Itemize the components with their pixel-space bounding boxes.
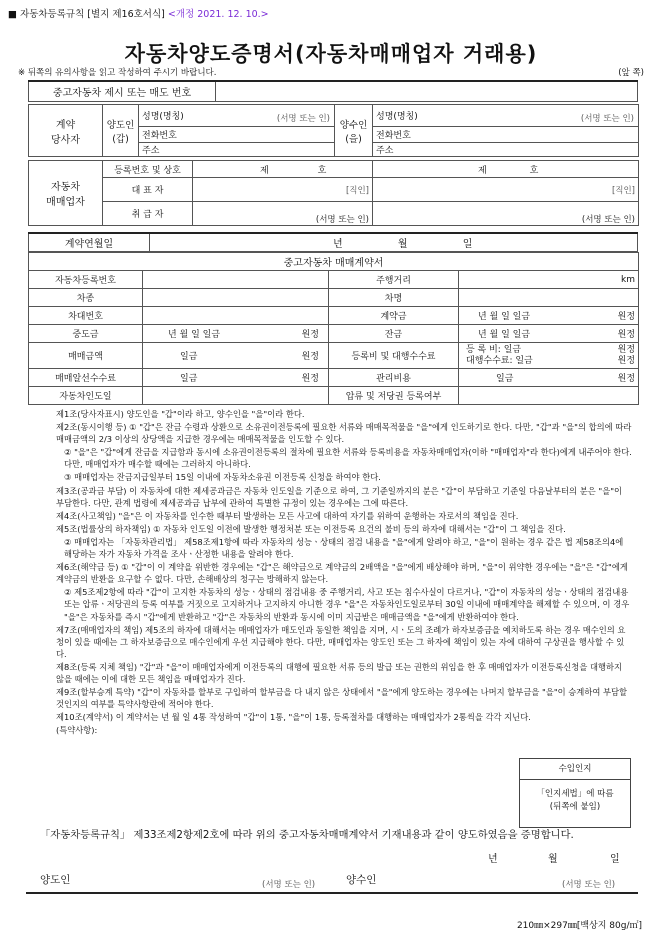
agency-fee-won: 원정 [617, 355, 636, 366]
dealer-rep-label: 대 표 자 [103, 178, 193, 202]
buyer-phone-field[interactable] [373, 127, 639, 143]
term-4: 제4조(사고책임) "을"은 이 자동차를 인수한 때부터 발생하는 모든 사고에 대하여 자기를 위하여 운행하는 자로서의 책임을 진다. [56, 510, 519, 521]
reg-no-field[interactable] [143, 271, 329, 289]
bottom-buyer-label: 양수인 [346, 874, 377, 886]
sale-title: 중고자동차 매매계약서 [29, 253, 639, 271]
balance-won: 원정 [617, 330, 636, 340]
buyer-name-label: 성명(명칭) [376, 112, 418, 122]
dealer-seal-2: [직인] [611, 185, 635, 196]
dealer-agent-sign-2: (서명 또는 인) [581, 215, 635, 225]
term-2-2: ② "을"은 "갑"에게 잔금을 지급함과 동시에 소유권이전등록의 절차에 필요한 서류와 등록비용을 자동차매매업자(이하 "매매업자"라 한다)에게 내주어야 한다. 다만, 매매업자가 매수할 때에는 그러하지 아니하다. [64, 447, 632, 470]
header-revision: <개정 2021. 12. 10.> [167, 9, 269, 20]
price-field[interactable] [143, 343, 329, 369]
broker-fee-ilgeum: 일금 [180, 374, 198, 384]
term-10: 제10조(계약서) 이 계약서는 년 월 일 4통 작성하여 "갑"이 1통, "을"이 1통, 등록절차를 대행하는 매매업자가 2통씩을 각각 지닌다. [56, 712, 531, 723]
price-label: 매매금액 [29, 343, 143, 369]
reg-no-label: 자동차등록번호 [29, 271, 143, 289]
cert-month: 월 [548, 854, 558, 865]
middle-payment-date: 년 월 일 일금 [168, 330, 221, 340]
stamp-line-2: (뒤쪽에 붙임) [549, 802, 601, 812]
form-header [8, 6, 269, 20]
dealer-reg-field-2[interactable] [373, 161, 639, 178]
car-name-field[interactable] [459, 289, 639, 307]
fees-field[interactable] [459, 343, 639, 369]
vehicle-no-field[interactable] [216, 81, 638, 101]
dealer-label: 자동차 매매업자 [29, 161, 103, 226]
dealer-ho-2: 호 [529, 165, 539, 176]
buyer-address-label: 주소 [376, 146, 394, 156]
lien-field[interactable] [459, 387, 639, 405]
term-7: 제7조(매매업자의 책임) 제5조의 하자에 대해서는 매매업자가 매도인과 동일한 책임을 지며, 시ㆍ도의 조례가 하자보증금을 예치하도록 하는 경우 매수인의 요청이 있을 때에는 그 하자보증금으로 매수인에게 우선 지급해야 한다. 다만, 매매업자는 양도인 또는 그 하자에 책임이 있는 자에 대하여 구상권을 행사할 수 있다. [56, 624, 626, 659]
contract-date-label: 계약연월일 [29, 233, 150, 251]
car-type-label: 차종 [29, 289, 143, 307]
term-3: 제3조(공과금 부담) 이 자동차에 대한 제세공과금은 자동차 인도일을 기준으로 하여, 그 기준일까지의 분은 "갑"이 부담하고 기준일 다음날부터의 분은 "을"이 부담한다. 다만, 관계 법령에 제세공과금 납부에 관하여 특별한 규정이 있는 경우에는 그에 따른다. [56, 485, 623, 508]
dealer-agent-label: 취 급 자 [103, 202, 193, 226]
page-side-label: (앞 쪽) [618, 68, 644, 78]
header-marker: ■ [8, 9, 17, 20]
broker-fee-won: 원정 [301, 374, 319, 384]
broker-fee-label: 매매알선수수료 [29, 369, 143, 387]
buyer-phone-label: 전화번호 [376, 131, 411, 141]
paper-spec: 210㎜×297㎜[백상지 80g/㎡] [516, 921, 642, 931]
contract-terms [56, 408, 632, 737]
dealer-reg-field-1[interactable] [193, 161, 373, 178]
seller-name-label: 성명(명칭) [142, 112, 184, 122]
mgmt-fee-won: 원정 [617, 374, 636, 384]
term-5-2: ② 매매업자는 「자동차관리법」 제58조제1항에 따라 자동차의 성능ㆍ상태의 점검 내용을 "을"에게 알려야 하고, "을"이 원하는 경우 같은 법 제58조의4에 해당하는 자가 자동차 가격을 조사ㆍ산정한 내용을 알려야 한다. [64, 536, 624, 560]
price-won: 원정 [301, 352, 319, 362]
dealer-agent-field-2[interactable] [373, 202, 639, 226]
cert-year: 년 [488, 854, 498, 865]
delivery-date-label: 자동차인도일 [29, 387, 143, 405]
parties-table [28, 104, 639, 157]
term-1: 제1조(당사자표시) 양도인을 "갑"이라 하고, 양수인을 "을"이라 한다. [56, 409, 305, 419]
reg-fee-won: 원정 [617, 344, 636, 355]
dealer-table [28, 160, 639, 226]
term-8: 제8조(등록 지체 책임) "갑"과 "을"이 매매업자에게 이전등록의 대행에 필요한 서류 등의 발급 또는 권한의 위임을 한 후 매매업자가 이전등록신청을 대행하지 않을 때에는 이에 대한 모든 책임을 매매업자가 진다. [56, 661, 623, 684]
balance-date: 년 월 일 일금 [478, 330, 531, 340]
vin-label: 차대번호 [29, 307, 143, 325]
reg-fee-label: 등 록 비: 일금 [466, 344, 522, 355]
middle-payment-won: 원정 [301, 330, 319, 340]
bottom-buyer-sign[interactable]: (서명 또는 인) [562, 880, 616, 890]
dealer-agent-field-1[interactable] [193, 202, 373, 226]
vin-field[interactable] [143, 307, 329, 325]
middle-payment-field[interactable] [143, 325, 329, 343]
contract-amount-field[interactable] [459, 307, 639, 325]
price-ilgeum: 일금 [180, 352, 198, 362]
agency-fee-label: 대행수수료: 일금 [466, 355, 533, 366]
delivery-date-field[interactable] [143, 387, 329, 405]
vehicle-no-label: 중고자동차 제시 또는 매도 번호 [29, 81, 216, 101]
mileage-unit: km [621, 274, 636, 285]
buyer-address-field[interactable] [373, 143, 639, 157]
dealer-ho-1: 호 [317, 165, 327, 176]
contract-date-field[interactable] [150, 233, 638, 251]
contract-date-table [28, 232, 638, 252]
middle-payment-label: 중도금 [29, 325, 143, 343]
seller-phone-field[interactable] [139, 127, 335, 143]
dealer-je-1: 제 [260, 165, 269, 176]
vehicle-no-table [28, 80, 638, 102]
mileage-label: 주행거리 [329, 271, 459, 289]
mgmt-fee-field[interactable] [459, 369, 639, 387]
dealer-seal-1: [직인] [345, 185, 369, 196]
mgmt-fee-label: 관리비용 [329, 369, 459, 387]
mgmt-fee-ilgeum: 일금 [496, 374, 514, 384]
header-law: 자동차등록규칙 [별지 제16호서식] [20, 9, 165, 20]
contract-month: 월 [397, 238, 408, 250]
car-name-label: 차명 [329, 289, 459, 307]
contract-amount-label: 계약금 [329, 307, 459, 325]
notice-text: ※ 뒤쪽의 유의사항을 읽고 작성하여 주시기 바랍니다. [18, 68, 217, 78]
fees-label: 등록비 및 대행수수료 [329, 343, 459, 369]
seller-sign: (서명 또는 인) [276, 114, 330, 124]
certification-text: 「자동차등록규칙」 제33조제2항제2호에 따라 위의 중고자동차매매계약서 기재내용과 같이 양도하였음을 증명합니다. [40, 829, 574, 841]
seller-address-label: 주소 [142, 146, 160, 156]
dealer-rep-field-1[interactable] [193, 178, 373, 202]
buyer-name-field[interactable] [373, 105, 639, 127]
term-5: 제5조(법률상의 하자책임) ① 자동차 인도일 이전에 발생한 행정처분 또는 이전등록 요건의 불비 등의 하자에 대해서는 "갑"이 그 책임을 진다. [56, 523, 566, 534]
term-2: 제2조(동시이행 등) ① "갑"은 잔금 수령과 상환으로 소유권이전등록에 필요한 서류와 매매목적물을 "을"에게 인도하기로 한다. 다만, "갑"과 "을"의 합의에 따라 매매금액의 2/3 이상의 상당액을 지급한 경우에는 매매목적물을 인도할 수 있다. [56, 422, 632, 445]
bottom-seller-label: 양도인 [40, 874, 71, 886]
term-6-2: ② 제5조제2항에 따라 "갑"이 고지한 자동차의 성능ㆍ상태의 점검내용 중 주행거리, 사고 또는 침수사실이 다르거나, "갑"이 자동차의 성능ㆍ상태의 점검내용 또는 압류ㆍ저당권의 등록 여부를 거짓으로 고지하거나 고지하지 아니한 경우 "을"은 자동차인도일로부터 30일 이내에 매매계약을 해제할 수 있으며, 이 경우 "을"은 자동차를 즉시 "갑"에게 반환하고 "갑"은 자동차의 반환과 동시에 이미 지급받은 매매금액을 "을"에게 반환하여야 한다. [64, 587, 630, 622]
bottom-seller-sign[interactable]: (서명 또는 인) [262, 880, 316, 890]
seller-phone-label: 전화번호 [142, 131, 177, 141]
contract-amount-won: 원정 [617, 312, 636, 322]
special-terms-label: (특약사항): [56, 725, 98, 736]
stamp-line-1: 「인지세법」에 따름 [536, 789, 614, 799]
seller-name-field[interactable] [139, 105, 335, 127]
contract-year: 년 [333, 238, 343, 250]
stamp-title: 수입인지 [520, 759, 630, 780]
balance-field[interactable] [459, 325, 639, 343]
dealer-reg-label: 등록번호 및 상호 [103, 161, 193, 178]
term-2-3: ③ 매매업자는 잔금지급일부터 15일 이내에 자동차소유권 이전등록 신청을 하여야 한다. [64, 472, 381, 483]
term-6: 제6조(해약금 등) ① "갑"이 이 계약을 위반한 경우에는 "갑"은 해약금으로 계약금의 2배액을 "을"에게 배상해야 하며, "을"이 위약한 경우에는 "을"은 "갑"에게 계약금의 반환을 요구할 수 없다. 다만, 손해배상의 청구는 방해하지 않는다. [56, 562, 628, 585]
revenue-stamp-box [519, 758, 631, 828]
contract-day: 일 [462, 238, 473, 250]
buyer-sign: (서명 또는 인) [580, 114, 634, 124]
dealer-rep-field-2[interactable] [373, 178, 639, 202]
sale-table [28, 252, 639, 405]
dealer-agent-sign-1: (서명 또는 인) [315, 215, 369, 225]
lien-label: 압류 및 저당권 등록여부 [329, 387, 459, 405]
contract-amount-date: 년 월 일 일금 [478, 312, 531, 322]
parties-label: 계약 당사자 [29, 105, 103, 157]
mileage-field[interactable] [459, 271, 639, 289]
seller-address-field[interactable] [139, 143, 335, 157]
seller-label: 양도인 (갑) [103, 105, 139, 157]
balance-label: 잔금 [329, 325, 459, 343]
footer-divider [26, 892, 638, 894]
broker-fee-field[interactable] [143, 369, 329, 387]
term-9: 제9조(할부승계 특약) "갑"이 자동차를 할부로 구입하여 할부금을 다 내지 않은 상태에서 "을"에게 양도하는 경우에는 나머지 할부금을 "을"이 승계하여 부담할 것인지의 여부를 특약사항란에 적어야 한다. [56, 687, 628, 710]
car-type-field[interactable] [143, 289, 329, 307]
page-title: 자동차양도증명서(자동차매매업자 거래용) [124, 42, 538, 66]
dealer-je-2: 제 [478, 165, 487, 176]
cert-day: 일 [610, 854, 620, 865]
buyer-label: 양수인 (을) [335, 105, 373, 157]
